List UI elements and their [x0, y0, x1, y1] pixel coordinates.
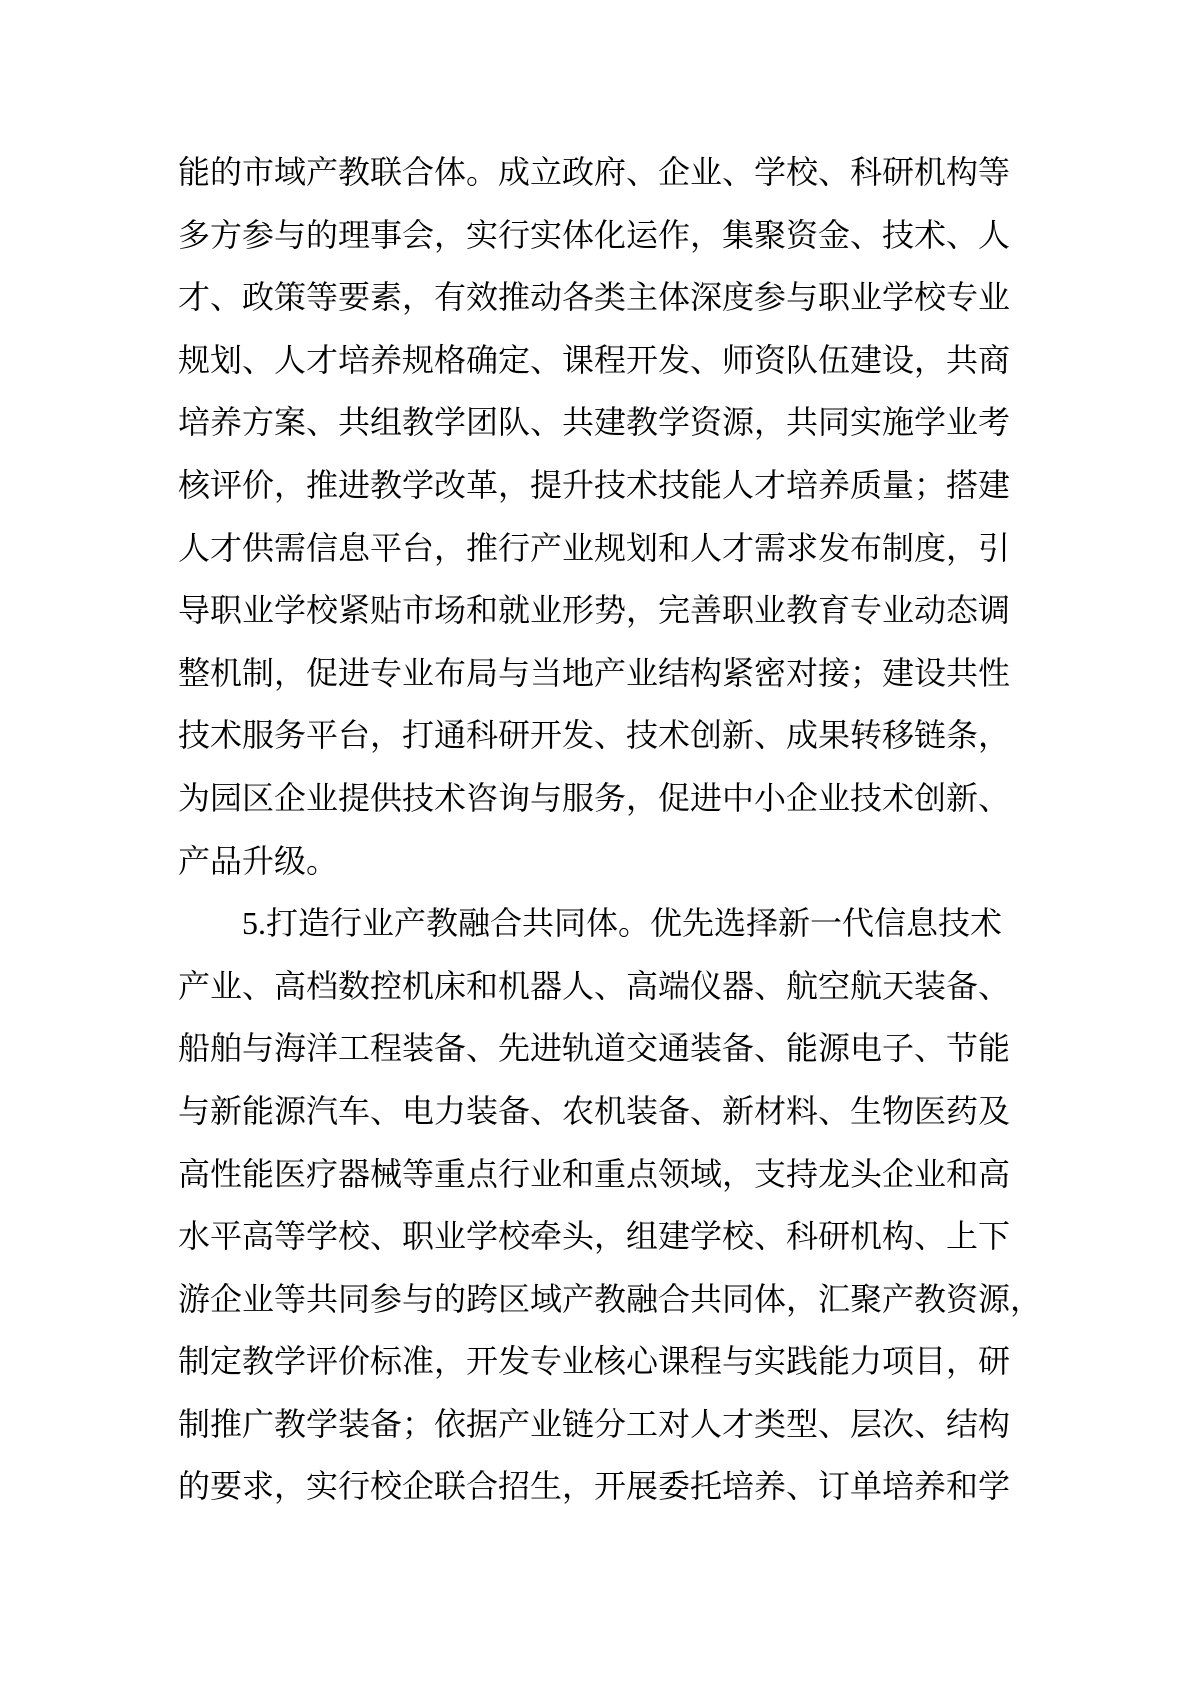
text-line: 游企业等共同参与的跨区域产教融合共同体，汇聚产教资源， [178, 1280, 1043, 1317]
text-line: 产业、高档数控机床和机器人、高端仪器、航空航天装备、 [178, 967, 1011, 1004]
text-line: 制推广教学装备；依据产业链分工对人才类型、层次、结构 [178, 1405, 1011, 1442]
paragraph-item-5 [178, 892, 1043, 1518]
text-line: 产品升级。 [178, 842, 339, 879]
text-line: 整机制，促进专业布局与当地产业结构紧密对接；建设共性 [178, 654, 1011, 691]
paragraph-continued-from-previous-page [178, 141, 1011, 892]
text-line: 培养方案、共组教学团队、共建教学资源，共同实施学业考 [178, 404, 1011, 441]
text-line: 导职业学校紧贴市场和就业形势，完善职业教育专业动态调 [178, 592, 1011, 629]
text-line: 水平高等学校、职业学校牵头，组建学校、科研机构、上下 [178, 1218, 1011, 1255]
text-line: 人才供需信息平台，推行产业规划和人才需求发布制度，引 [178, 529, 1011, 566]
text-line: 技术服务平台，打通科研开发、技术创新、成果转移链条， [178, 717, 1011, 754]
text-line: 能的市域产教联合体。成立政府、企业、学校、科研机构等 [178, 154, 1011, 190]
text-line: 多方参与的理事会，实行实体化运作，集聚资金、技术、人 [178, 216, 1011, 253]
text-line: 5.打造行业产教融合共同体。优先选择新一代信息技术 [242, 905, 1003, 942]
text-line: 高性能医疗器械等重点行业和重点领域，支持龙头企业和高 [178, 1155, 1011, 1192]
text-line: 船舶与海洋工程装备、先进轨道交通装备、能源电子、节能 [178, 1030, 1011, 1067]
text-line: 规划、人才培养规格确定、课程开发、师资队伍建设，共商 [178, 341, 1011, 378]
text-line: 与新能源汽车、电力装备、农机装备、新材料、生物医药及 [178, 1092, 1011, 1129]
text-line: 为园区企业提供技术咨询与服务，促进中小企业技术创新、 [178, 779, 1011, 816]
text-line: 的要求，实行校企联合招生，开展委托培养、订单培养和学 [178, 1468, 1011, 1505]
text-line: 制定教学评价标准，开发专业核心课程与实践能力项目，研 [178, 1343, 1011, 1380]
text-block [178, 141, 1043, 1518]
text-line: 核评价，推进教学改革，提升技术技能人才培养质量；搭建 [178, 466, 1011, 503]
text-line: 才、政策等要素，有效推动各类主体深度参与职业学校专业 [178, 279, 1011, 316]
